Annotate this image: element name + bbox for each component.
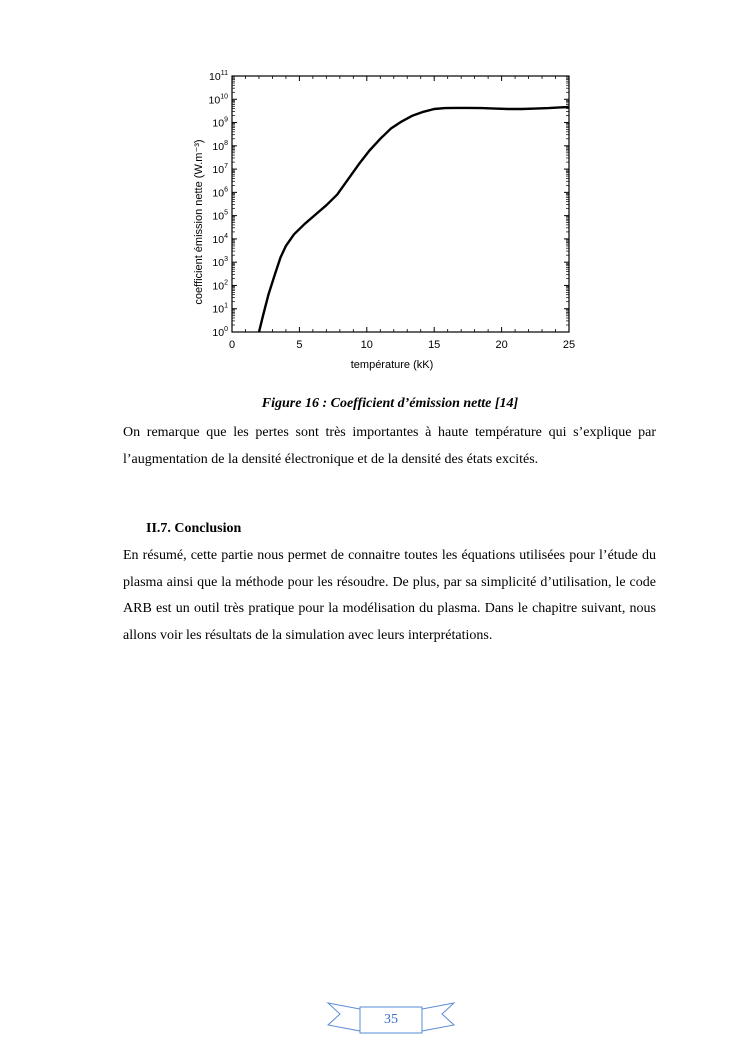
- x-tick-label: 25: [562, 339, 576, 351]
- y-tick-label: $10^{10}$: [208, 93, 228, 107]
- page-number-banner: [326, 997, 456, 1037]
- y-tick-label: $10^9$: [212, 116, 228, 130]
- y-tick-label: $10^3$: [212, 256, 228, 270]
- x-tick-label: 10: [360, 339, 373, 351]
- x-tick-label: 20: [495, 339, 508, 351]
- paragraph-conclusion: En résumé, cette partie nous permet de connaitre toutes les équations utilisées pour l’étude du plasma ainsi que la méthode pour les résoudre. De plus, par sa simplicité d’utilisation, le code ARB est un outil très pratique pour la modélisation du plasma. Dans le chapitre suivant, nous allons voir les résultats de la simulation avec leurs interprétations.: [123, 548, 656, 643]
- x-tick-label: 5: [296, 339, 303, 351]
- y-axis-label: coefficient émission nette (W.m⁻³): [193, 139, 205, 305]
- x-tick-label: 0: [228, 339, 236, 351]
- section-heading: II.7. Conclusion: [146, 521, 242, 536]
- plot-area-frame: [232, 76, 569, 332]
- y-tick-label: $10^8$: [212, 139, 228, 153]
- y-tick-label: $10^{11}$: [209, 70, 228, 83]
- paragraph-remark: On remarque que les pertes sont très importantes à haute température qui s’explique par l’augmentation de la densité électronique et de la densité des états excités.: [123, 425, 656, 467]
- x-tick-label: 15: [428, 339, 441, 351]
- emission-coefficient-chart: [180, 62, 600, 380]
- x-axis-label: température (kK): [350, 359, 434, 371]
- series-line: [259, 107, 569, 332]
- y-tick-label: $10^0$: [212, 326, 228, 339]
- y-tick-label: $10^2$: [212, 279, 228, 293]
- y-tick-label: $10^6$: [212, 186, 228, 200]
- y-tick-label: $10^5$: [212, 209, 228, 223]
- figure-caption: Figure 16 : Coefficient d’émission nette [14]: [261, 396, 519, 411]
- y-tick-label: $10^1$: [212, 302, 228, 316]
- page-number: 35: [384, 1012, 398, 1027]
- y-tick-label: $10^7$: [212, 163, 228, 177]
- y-tick-label: $10^4$: [212, 232, 228, 246]
